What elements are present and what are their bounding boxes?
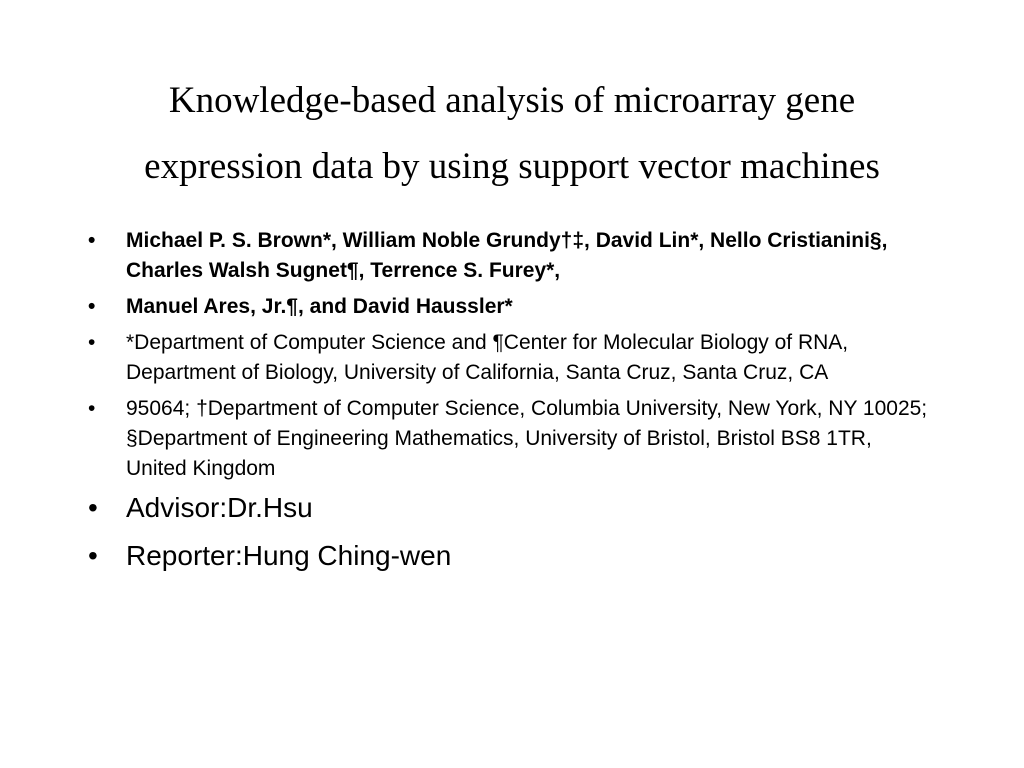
bullet-affiliation-1 — [84, 328, 934, 388]
title-line-1: Knowledge-based analysis of microarray gene — [168, 80, 856, 121]
bullet-dot: • — [88, 540, 98, 571]
bullet-text: Manuel Ares, Jr.¶, and David Haussler* — [126, 295, 513, 318]
slide-title — [0, 68, 1024, 200]
bullet-text: 95064; †Department of Computer Science, Columbia University, New York, NY 10025; §Department of Engineering Mathematics, University of Bristol, Bristol BS8 1TR, United Kingdom — [126, 397, 928, 480]
title-line-2: expression data by using support vector machines — [144, 146, 880, 187]
bullet-advisor — [84, 490, 934, 526]
bullet-affiliation-2 — [84, 394, 934, 484]
bullet-dot: • — [88, 397, 96, 420]
bullet-dot: • — [88, 229, 96, 252]
bullet-dot: • — [88, 331, 96, 354]
bullet-list — [84, 226, 934, 586]
bullet-text: Michael P. S. Brown*, William Noble Grundy†‡, David Lin*, Nello Cristianini§, Charles Walsh Sugnet¶, Terrence S. Furey*, — [126, 229, 888, 282]
bullet-text: Reporter:Hung Ching-wen — [126, 540, 452, 571]
bullet-authors-2 — [84, 292, 934, 322]
bullet-dot: • — [88, 295, 96, 318]
bullet-text: *Department of Computer Science and ¶Center for Molecular Biology of RNA, Department of Biology, University of California, Santa Cruz, Santa Cruz, CA — [126, 331, 849, 384]
bullet-dot: • — [88, 492, 98, 523]
bullet-text: Advisor:Dr.Hsu — [126, 492, 313, 523]
bullet-reporter — [84, 538, 934, 574]
bullet-authors-1 — [84, 226, 934, 286]
